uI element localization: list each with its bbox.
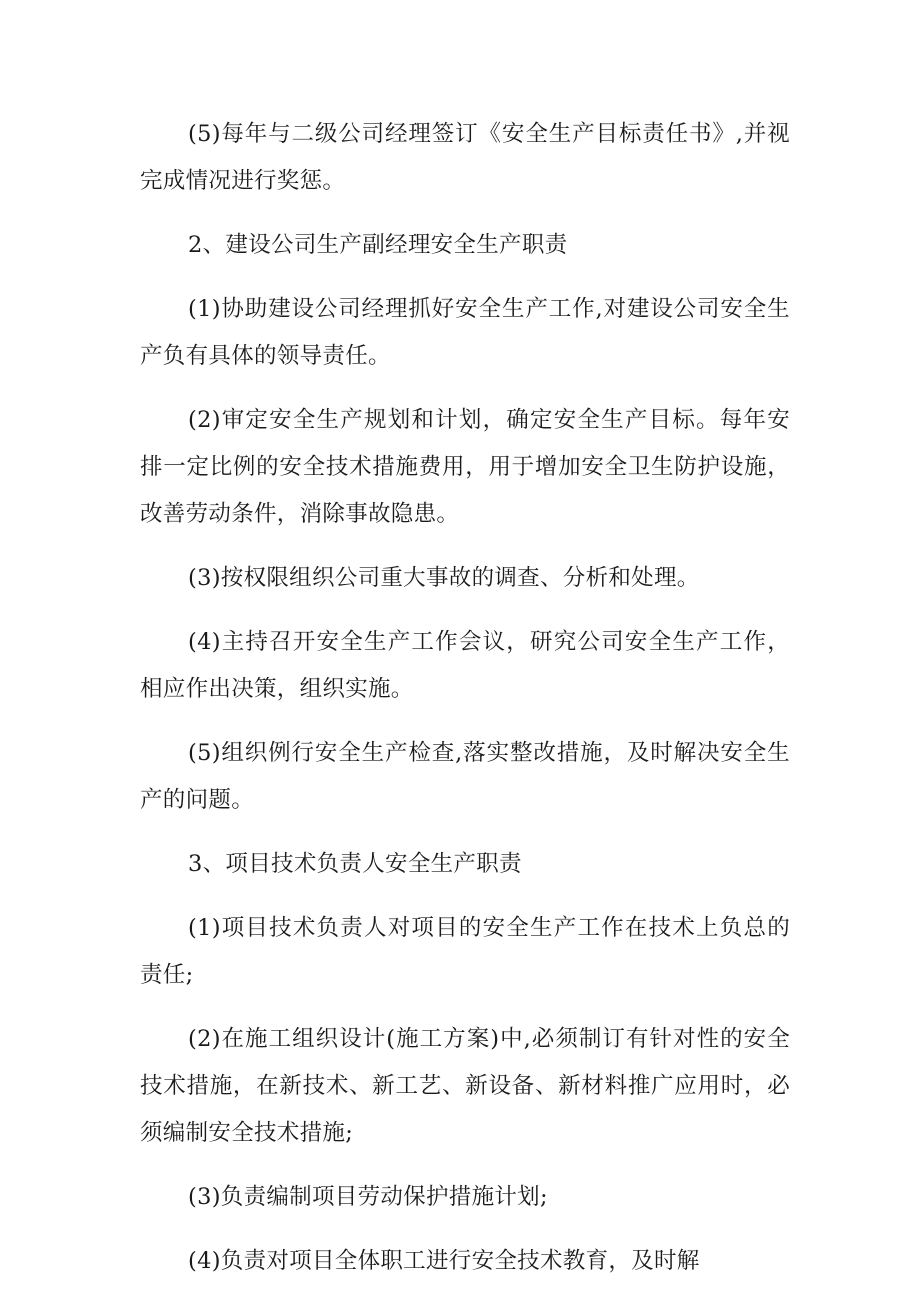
paragraph-tech-item-1: (1)项目技术负责人对项目的安全生产工作在技术上负总的责任;: [140, 915, 790, 988]
section-heading-deputy-manager: 2、建设公司生产副经理安全生产职责: [188, 232, 568, 258]
paragraph-tech-item-3: (3)负责编制项目劳动保护措施计划;: [188, 1184, 548, 1210]
paragraph-deputy-item-5: (5)组织例行安全生产检查,落实整改措施，及时解决安全生产的问题。: [140, 740, 790, 813]
paragraph-deputy-item-2: (2)审定安全生产规划和计划，确定安全生产目标。每年安排一定比例的安全技术措施费用，用于增加安全卫生防护设施，改善劳动条件，消除事故隐患。: [140, 407, 790, 527]
paragraph-tech-item-2: (2)在施工组织设计(施工方案)中,必须制订有针对性的安全技术措施，在新技术、新工艺、新设备、新材料推广应用时，必须编制安全技术措施;: [140, 1026, 790, 1146]
section-heading-technical-lead: 3、项目技术负责人安全生产职责: [188, 851, 522, 877]
paragraph-deputy-item-4: (4)主持召开安全生产工作会议，研究公司安全生产工作，相应作出决策，组织实施。: [140, 629, 790, 702]
paragraph-item-5-targets: (5)每年与二级公司经理签订《安全生产目标责任书》,并视完成情况进行奖惩。: [140, 121, 790, 194]
paragraph-tech-item-4: (4)负责对项目全体职工进行安全技术教育，及时解: [188, 1248, 700, 1274]
paragraph-deputy-item-1: (1)协助建设公司经理抓好安全生产工作,对建设公司安全生产负有具体的领导责任。: [140, 296, 790, 369]
document-body: [140, 111, 790, 1302]
paragraph-deputy-item-3: (3)按权限组织公司重大事故的调查、分析和处理。: [188, 565, 700, 591]
